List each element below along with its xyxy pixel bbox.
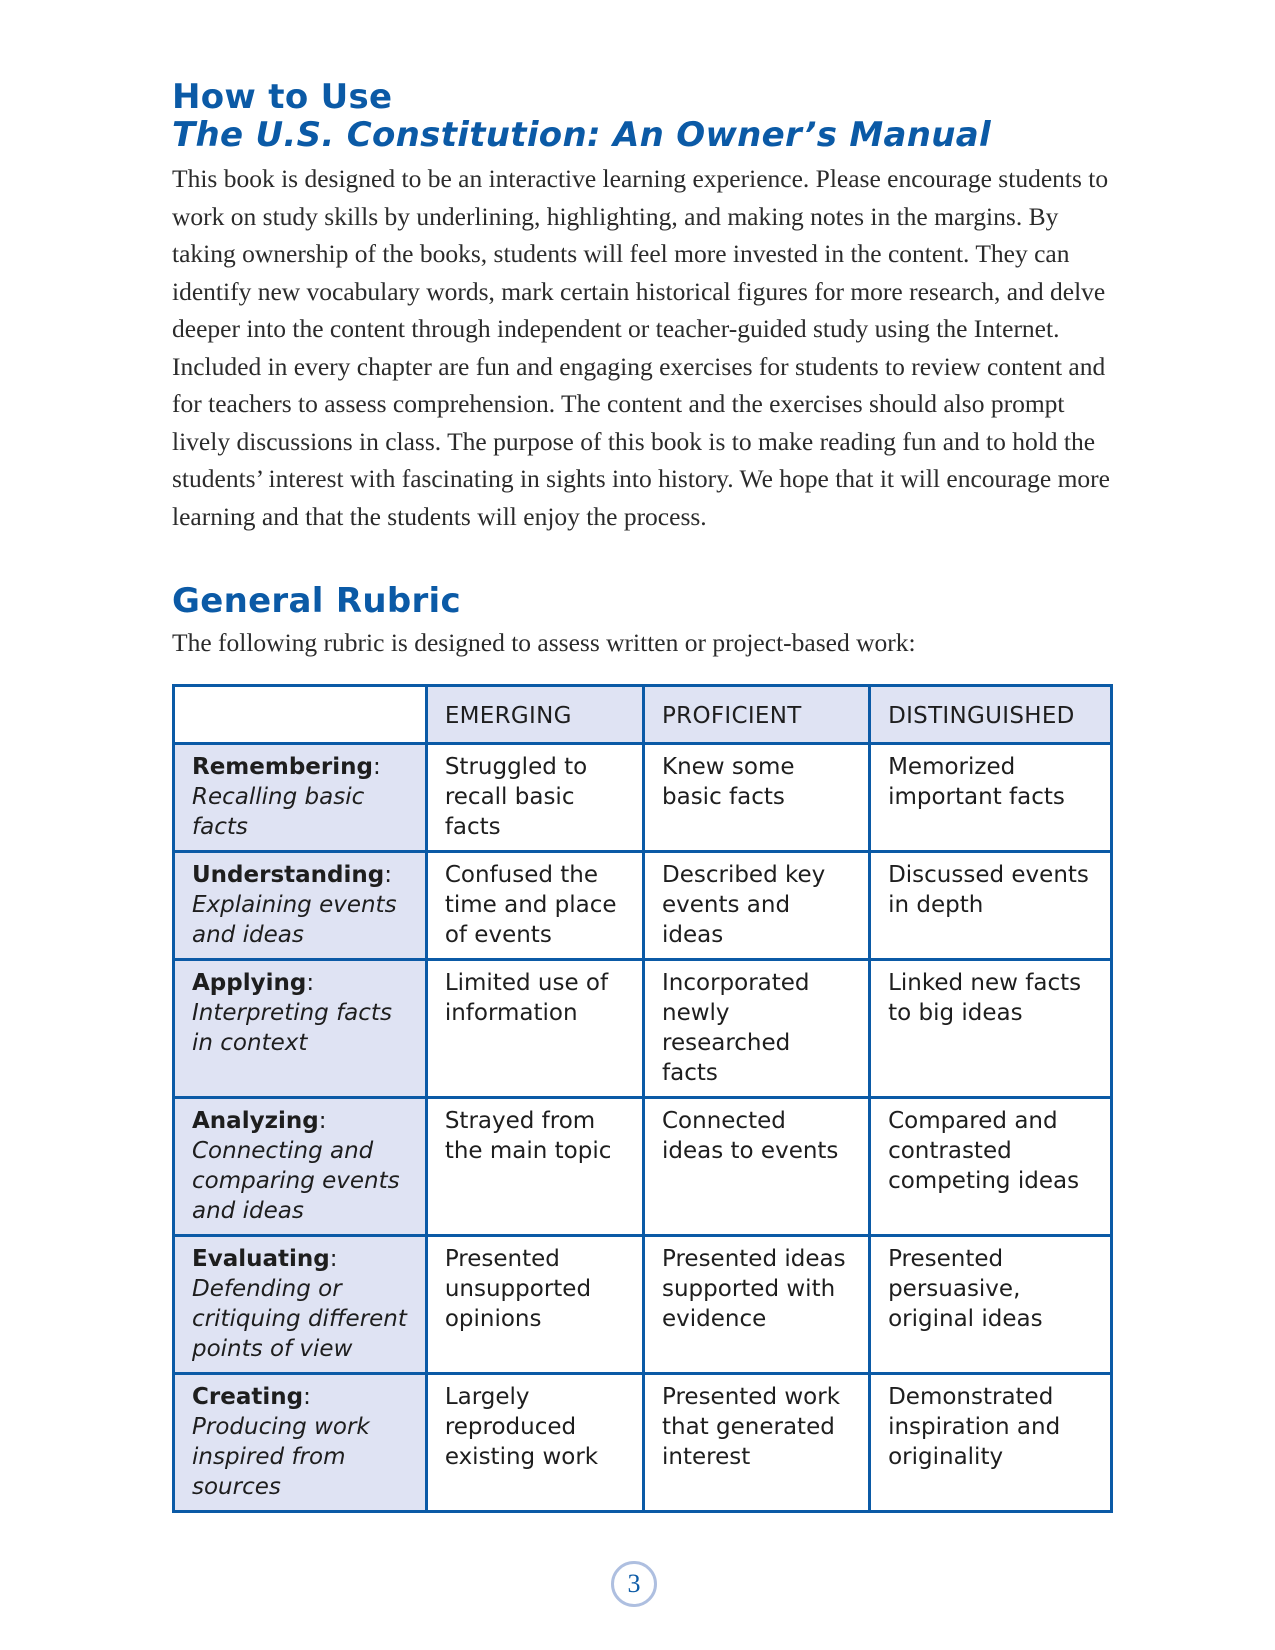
rubric-header-emerging: EMERGING: [426, 686, 643, 744]
rubric-cell-emerging: Struggled to recall basic facts: [426, 744, 643, 852]
rubric-row: [174, 1236, 1112, 1374]
rubric-skill-cell: [174, 744, 427, 852]
rubric-cell-proficient: Knew some basic facts: [644, 744, 870, 852]
skill-name-line: [192, 1382, 409, 1412]
skill-name-line: [192, 860, 409, 890]
skill-name: Evaluating: [192, 1246, 330, 1272]
rubric-cell-emerging: Confused the time and place of events: [426, 852, 643, 960]
title-line-2: The U.S. Constitution: An Owner’s Manual: [172, 115, 991, 155]
rubric-cell-proficient: Connected ideas to events: [644, 1098, 870, 1236]
rubric-cell-distinguished: Demonstrated inspiration and originality: [870, 1374, 1112, 1512]
rubric-cell-proficient: Incorporated newly researched facts: [644, 960, 870, 1098]
rubric-row: [174, 744, 1112, 852]
rubric-row: [174, 1374, 1112, 1512]
skill-description: Connecting and comparing events and ideas: [192, 1138, 400, 1224]
rubric-heading: General Rubric: [172, 581, 461, 621]
rubric-skill-cell: [174, 1236, 427, 1374]
skill-name: Remembering: [192, 754, 373, 780]
rubric-body: [174, 744, 1112, 1512]
skill-description: Producing work inspired from sources: [192, 1414, 370, 1500]
rubric-intro: The following rubric is designed to assess written or project-based work:: [172, 628, 916, 657]
skill-name: Analyzing: [192, 1108, 319, 1134]
skill-name-colon: :: [318, 1108, 327, 1134]
rubric-table: [172, 684, 1113, 1513]
rubric-cell-distinguished: Memorized important facts: [870, 744, 1112, 852]
rubric-cell-distinguished: Discussed events in depth: [870, 852, 1112, 960]
skill-description: Interpreting facts in context: [192, 1000, 392, 1056]
rubric-cell-proficient: Described key events and ideas: [644, 852, 870, 960]
rubric-header-proficient: PROFICIENT: [644, 686, 870, 744]
skill-name: Creating: [192, 1384, 304, 1410]
rubric-cell-distinguished: Compared and contrasted competing ideas: [870, 1098, 1112, 1236]
skill-name-line: [192, 1244, 409, 1274]
rubric-skill-cell: [174, 852, 427, 960]
rubric-cell-proficient: Presented ideas supported with evidence: [644, 1236, 870, 1374]
rubric-cell-distinguished: Linked new facts to big ideas: [870, 960, 1112, 1098]
skill-name: Understanding: [192, 862, 385, 888]
skill-name-colon: :: [329, 1246, 338, 1272]
rubric-skill-cell: [174, 960, 427, 1098]
rubric-cell-proficient: Presented work that generated interest: [644, 1374, 870, 1512]
skill-name-line: [192, 1106, 409, 1136]
rubric-header-corner: [174, 686, 427, 744]
page-number-badge: 3: [611, 1561, 657, 1607]
rubric-row: [174, 1098, 1112, 1236]
skill-description: Explaining events and ideas: [192, 892, 397, 948]
rubric-cell-emerging: Presented unsupported opinions: [426, 1236, 643, 1374]
title-line-1: How to Use: [172, 77, 393, 117]
rubric-header-distinguished: DISTINGUISHED: [870, 686, 1112, 744]
page-content: [172, 78, 1112, 661]
skill-description: Defending or critiquing different points of view: [192, 1276, 407, 1362]
rubric-row: [174, 852, 1112, 960]
rubric-row: [174, 960, 1112, 1098]
skill-name-colon: :: [306, 970, 315, 996]
skill-name-colon: :: [384, 862, 392, 888]
rubric-skill-cell: [174, 1098, 427, 1236]
rubric-cell-emerging: Strayed from the main topic: [426, 1098, 643, 1236]
skill-name-colon: :: [372, 754, 381, 780]
rubric-cell-emerging: Largely reproduced existing work: [426, 1374, 643, 1512]
rubric-skill-cell: [174, 1374, 427, 1512]
skill-description: Recalling basic facts: [192, 784, 365, 840]
rubric-cell-emerging: Limited use of information: [426, 960, 643, 1098]
skill-name-line: [192, 752, 409, 782]
skill-name: Applying: [192, 970, 307, 996]
intro-paragraph: This book is designed to be an interactive learning experience. Please encourage students to work on study skills by underlining, highlighting, and making notes in the margins. By taking ownership of the books, students will feel more invested in the content. They can identify new vocabulary words, mark certain historical figures for more research, and delve deeper into the content through independent or teacher-guided study using the Internet. Included in every chapter are fun and engaging exercises for students to review content and for teachers to assess comprehension. The content and the exercises should also prompt lively discussions in class. The purpose of this book is to make reading fun and to hold the students’ interest with fascinating in sights into history. We hope that it will encourage more learning and that the students will enjoy the process.: [172, 164, 1110, 531]
page-title: [172, 78, 1112, 154]
rubric-cell-distinguished: Presented persuasive, original ideas: [870, 1236, 1112, 1374]
skill-name-colon: :: [303, 1384, 311, 1410]
rubric-header-row: [174, 686, 1112, 744]
skill-name-line: [192, 968, 409, 998]
